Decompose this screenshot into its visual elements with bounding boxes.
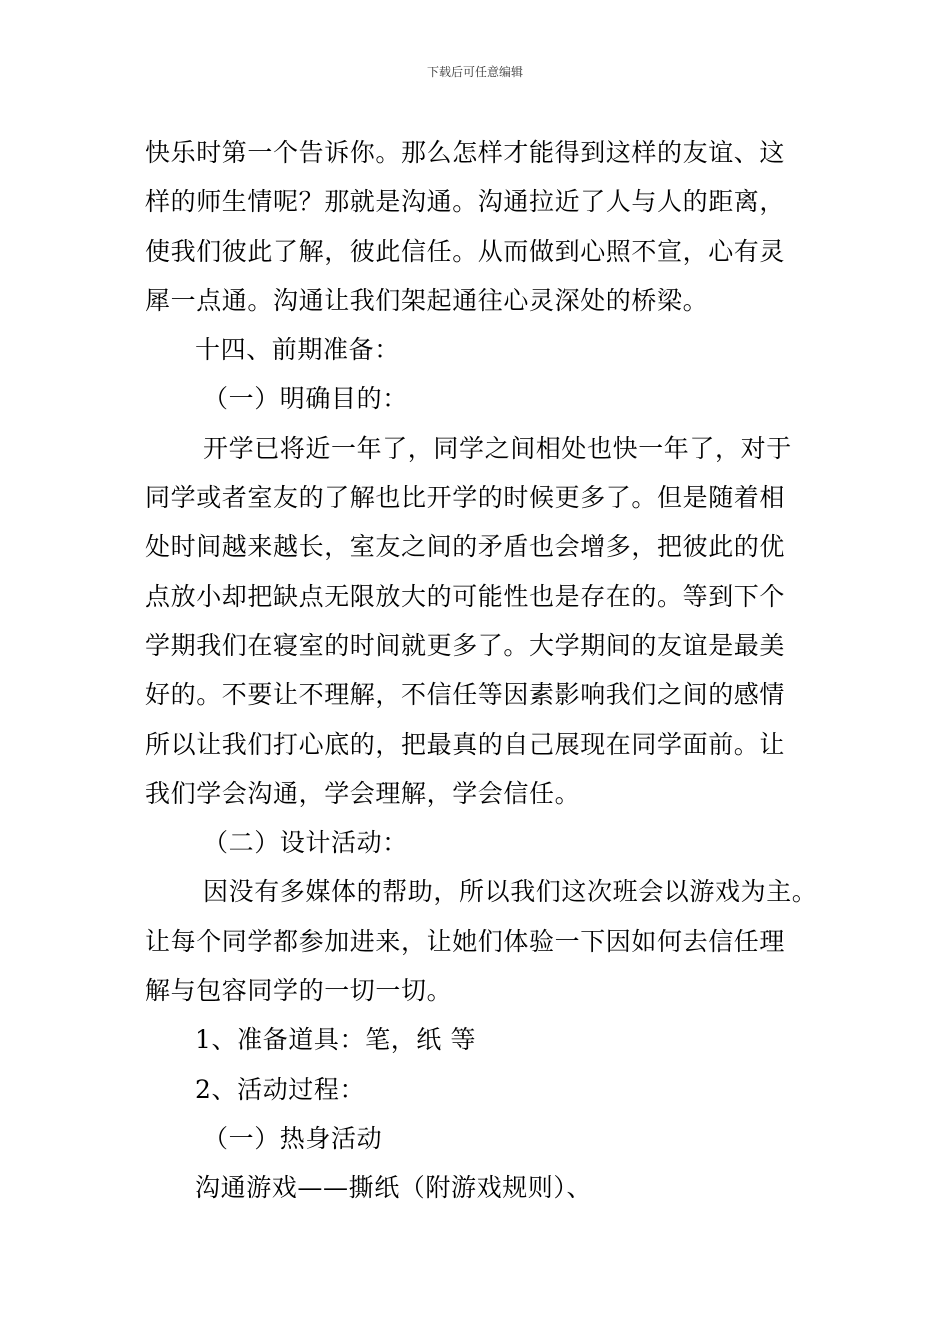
text-line: 处时间越来越长，室友之间的矛盾也会增多，把彼此的优 xyxy=(145,532,786,562)
text-line: 沟通游戏——撕纸（附游戏规则）、 xyxy=(195,1173,593,1203)
text-line: 因没有多媒体的帮助，所以我们这次班会以游戏为主。 xyxy=(203,877,818,907)
text-line: 同学或者室友的了解也比开学的时候更多了。但是随着相 xyxy=(145,483,786,513)
text-line: 点放小却把缺点无限放大的可能性也是存在的。等到下个 xyxy=(145,581,786,611)
text-line: 所以让我们打心底的，把最真的自己展现在同学面前。让 xyxy=(145,729,786,759)
subsection-heading: （二）设计活动： xyxy=(203,828,408,858)
text-line: 犀一点通。沟通让我们架起通往心灵深处的桥梁。 xyxy=(145,285,709,315)
text-line: 快乐时第一个告诉你。那么怎样才能得到这样的友谊、这 xyxy=(145,138,786,167)
text-line: 样的师生情呢？那就是沟通。沟通拉近了人与人的距离， xyxy=(145,187,786,217)
subsection-heading: （一）热身活动 xyxy=(203,1123,383,1153)
text-line: 让每个同学都参加进来，让她们体验一下因如何去信任理 xyxy=(145,926,786,956)
list-item: 2、活动过程： xyxy=(195,1074,366,1104)
text-line: 使我们彼此了解，彼此信任。从而做到心照不宣，心有灵 xyxy=(145,236,786,266)
subsection-heading: （一）明确目的： xyxy=(203,384,408,414)
text-line: 好的。不要让不理解，不信任等因素影响我们之间的感情 xyxy=(145,680,786,710)
text-line: 解与包容同学的一切一切。 xyxy=(145,976,453,1006)
text-line: 我们学会沟通，学会理解，学会信任。 xyxy=(145,778,581,808)
text-line: 开学已将近一年了，同学之间相处也快一年了，对于 xyxy=(203,433,792,463)
text-line: 学期我们在寝室的时间就更多了。大学期间的友谊是最美 xyxy=(145,630,786,660)
list-item: 1、准备道具：笔，纸 等 xyxy=(195,1025,477,1055)
section-heading: 十四、前期准备： xyxy=(195,335,400,365)
page-header: 下载后可任意编辑 xyxy=(426,65,523,79)
document-body xyxy=(145,128,845,1213)
